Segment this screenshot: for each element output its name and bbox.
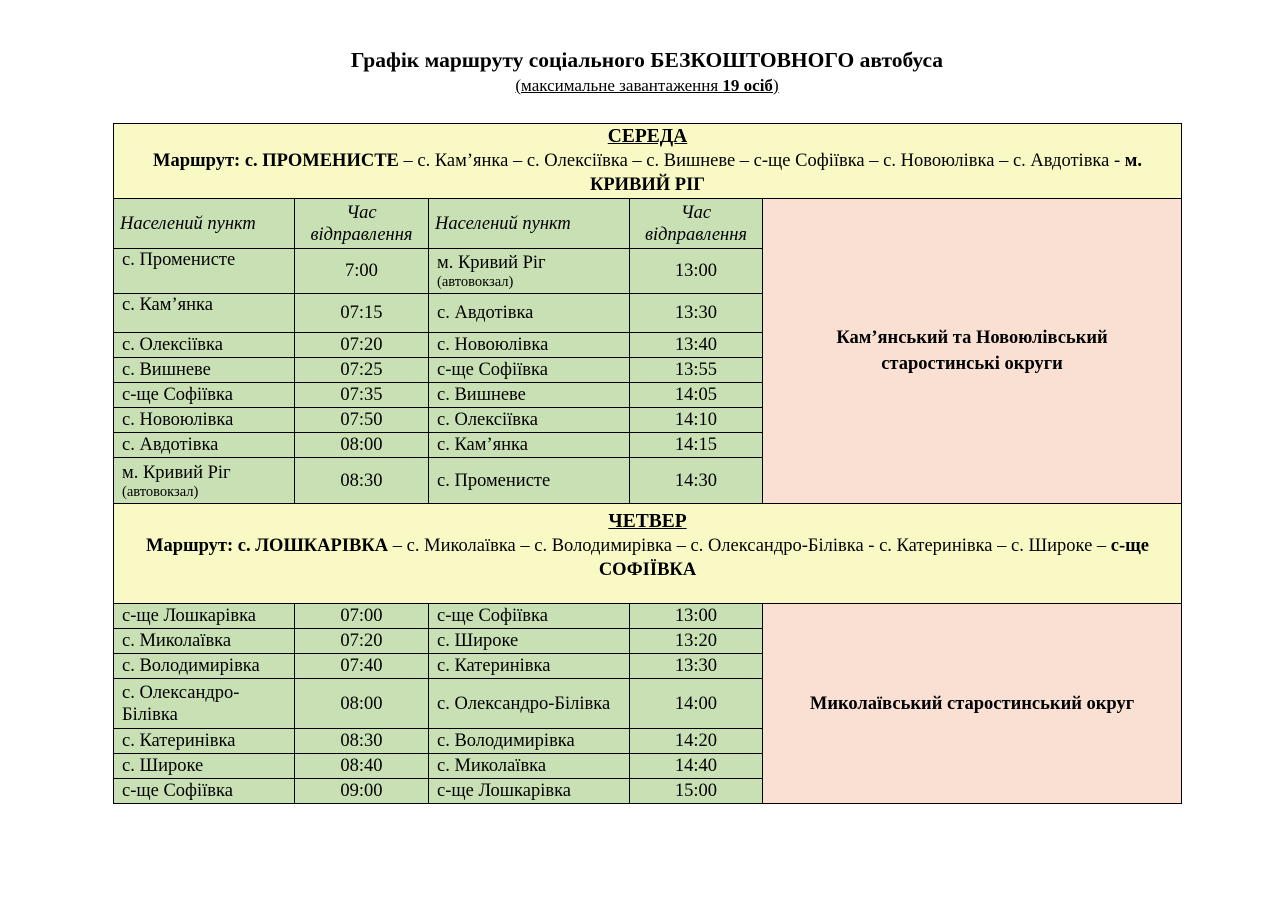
return-place-text: с. Широке [437, 631, 519, 651]
depart-time [295, 294, 429, 333]
depart-time [295, 679, 429, 729]
return-place-text: с. Олексіївка [437, 410, 538, 430]
depart-place [114, 458, 295, 504]
depart-time-text: 07:35 [340, 385, 383, 405]
depart-time-text: 08:00 [340, 435, 383, 455]
return-place-text: с. Променисте [437, 470, 551, 491]
return-time-text: 15:00 [674, 781, 718, 801]
depart-place-text: с. Катеринівка [122, 731, 236, 751]
depart-time-text: 08:40 [340, 756, 383, 776]
return-place-note: (автовокзал) [437, 274, 514, 290]
column-header-row [114, 199, 1182, 249]
return-time-text: 14:05 [674, 385, 718, 405]
return-time [630, 629, 763, 654]
subtitle-suffix: ) [772, 76, 779, 95]
return-place [429, 358, 630, 383]
depart-place [114, 654, 295, 679]
return-time [630, 333, 763, 358]
return-place-text: с. Авдотівка [437, 303, 534, 323]
depart-place-text: с-ще Лошкарівка [122, 606, 256, 626]
return-place-text: с. Кам’янка [437, 435, 528, 455]
return-time [630, 679, 763, 729]
depart-time-text: 07:00 [340, 606, 383, 626]
return-time-text: 13:30 [674, 303, 718, 323]
return-time-text: 13:00 [674, 261, 718, 281]
return-place [429, 249, 630, 294]
return-time [630, 358, 763, 383]
depart-time [295, 654, 429, 679]
depart-place [114, 729, 295, 754]
thursday-district-label: Миколаївський старостинський округ [809, 693, 1135, 714]
depart-place [114, 358, 295, 383]
wednesday-route-stops: – с. Кам’янка – с. Олексіївка – с. Вишневе – с-ще Софіївка – с. Новоюлівка – с. Авдотівка - [398, 151, 1125, 171]
thursday-district [763, 604, 1182, 804]
depart-time-text: 08:30 [340, 470, 383, 491]
schedule-table [113, 123, 1182, 804]
depart-time-text: 07:40 [340, 656, 383, 676]
return-place [429, 754, 630, 779]
wednesday-route [153, 151, 1142, 195]
depart-time [295, 333, 429, 358]
depart-place-text: с. Авдотівка [122, 435, 219, 455]
depart-time-text: 07:20 [340, 631, 383, 651]
depart-time [295, 458, 429, 504]
thursday-route-end: с-ще СОФІЇВКА [598, 535, 1149, 580]
depart-time [295, 408, 429, 433]
return-place-text: с-ще Софіївка [437, 360, 548, 380]
return-time [630, 249, 763, 294]
depart-time-text: 07:25 [340, 360, 383, 380]
return-place [429, 604, 630, 629]
depart-place-text: м. Кривий Ріг [122, 462, 231, 483]
page-subtitle [0, 75, 1280, 97]
col-header-time-return: Час відправлення [630, 199, 763, 249]
return-time-text: 14:10 [674, 410, 718, 430]
thursday-route-start: Маршрут: с. ЛОШКАРІВКА [146, 535, 389, 556]
wednesday-route-start: Маршрут: с. ПРОМЕНИСТЕ [153, 151, 399, 171]
wednesday-district-label: Кам’янський та Новоюлівський старостинські округи [836, 328, 1108, 374]
return-place [429, 729, 630, 754]
return-time [630, 754, 763, 779]
depart-place [114, 629, 295, 654]
depart-place-text: с. Вишневе [122, 360, 211, 380]
return-time-text: 14:20 [674, 731, 718, 751]
wednesday-header [114, 124, 1182, 199]
depart-place-note: (автовокзал) [122, 483, 199, 500]
depart-time-text: 08:00 [340, 693, 383, 714]
wednesday-district [763, 199, 1182, 504]
return-place [429, 654, 630, 679]
depart-time [295, 604, 429, 629]
return-place [429, 629, 630, 654]
wednesday-header-row [114, 124, 1182, 199]
return-time [630, 779, 763, 804]
return-place [429, 779, 630, 804]
col-header-place-depart: Населений пункт [114, 199, 295, 249]
return-time-text: 14:00 [674, 693, 718, 714]
depart-place [114, 433, 295, 458]
thursday-day-name: ЧЕТВЕР [608, 510, 687, 532]
depart-time [295, 779, 429, 804]
depart-time-text: 7:00 [345, 261, 378, 281]
subtitle-capacity: 19 осіб [722, 76, 773, 95]
return-time [630, 383, 763, 408]
depart-time [295, 383, 429, 408]
col-header-place-return: Населений пункт [429, 199, 630, 249]
return-place-text: с-ще Софіївка [437, 606, 548, 626]
depart-place-text: с. Олексіївка [122, 335, 223, 355]
depart-place [114, 679, 295, 729]
wednesday-day-name: СЕРЕДА [607, 126, 688, 147]
return-time-text: 14:15 [674, 435, 718, 455]
return-place-text: с. Володимирівка [437, 731, 575, 751]
return-place [429, 679, 630, 729]
depart-time [295, 358, 429, 383]
return-place [429, 383, 630, 408]
return-place-text: с-ще Лошкарівка [437, 781, 571, 801]
thursday-route-stops: – с. Миколаївка – с. Володимирівка – с. Олександро-Білівка - с. Катеринівка – с. Широке – [388, 535, 1111, 556]
return-place-text: с. Олександро-Білівка [437, 693, 611, 714]
return-time [630, 433, 763, 458]
return-time-text: 13:55 [674, 360, 718, 380]
depart-time [295, 629, 429, 654]
return-time [630, 604, 763, 629]
return-place-text: с. Вишневе [437, 385, 526, 405]
depart-place-text: с. Олександро-Білівка [122, 682, 240, 725]
depart-place [114, 333, 295, 358]
depart-place-text: с. Широке [122, 756, 204, 776]
depart-time-text: 08:30 [340, 731, 383, 751]
depart-place [114, 249, 295, 294]
return-place-text: с. Катеринівка [437, 656, 551, 676]
depart-place-text: с. Кам’янка [122, 295, 213, 315]
return-place [429, 408, 630, 433]
return-place [429, 433, 630, 458]
depart-time [295, 249, 429, 294]
page-title: Графік маршруту соціального БЕЗКОШТОВНОГО автобуса [350, 48, 944, 72]
depart-time-text: 07:20 [340, 335, 383, 355]
depart-place [114, 604, 295, 629]
thursday-header [114, 504, 1182, 604]
depart-place-text: с. Новоюлівка [122, 410, 234, 430]
return-place-text: с. Новоюлівка [437, 335, 549, 355]
return-time [630, 729, 763, 754]
return-time [630, 408, 763, 433]
depart-time [295, 754, 429, 779]
depart-time-text: 07:15 [340, 303, 383, 323]
subtitle-prefix: (максимальне завантаження [515, 76, 723, 95]
return-time-text: 13:30 [674, 656, 718, 676]
return-place [429, 294, 630, 333]
return-time-text: 13:20 [674, 631, 718, 651]
return-place-text: с. Миколаївка [437, 756, 547, 776]
depart-place [114, 383, 295, 408]
return-place [429, 333, 630, 358]
depart-place [114, 754, 295, 779]
table-row [114, 604, 1182, 629]
return-time [630, 654, 763, 679]
depart-place [114, 294, 295, 333]
return-time-text: 14:40 [674, 756, 718, 776]
depart-place-text: с. Володимирівка [122, 656, 260, 676]
wednesday-route-end: м. КРИВИЙ РІГ [589, 151, 1142, 195]
return-time [630, 458, 763, 504]
col-header-time-depart: Час відправлення [295, 199, 429, 249]
depart-place [114, 779, 295, 804]
return-place-text: м. Кривий Ріг [437, 253, 546, 273]
return-time-text: 13:40 [674, 335, 718, 355]
depart-time [295, 433, 429, 458]
depart-time-text: 09:00 [340, 781, 383, 801]
return-place [429, 458, 630, 504]
depart-time-text: 07:50 [340, 410, 383, 430]
depart-place-text: с. Миколаївка [122, 631, 232, 651]
thursday-route [146, 536, 1149, 580]
depart-place-text: с. Променисте [122, 250, 236, 270]
depart-time [295, 729, 429, 754]
depart-place-text: с-ще Софіївка [122, 385, 233, 405]
depart-place-text: с-ще Софіївка [122, 781, 233, 801]
depart-place [114, 408, 295, 433]
return-time [630, 294, 763, 333]
return-time-text: 13:00 [674, 606, 718, 626]
thursday-header-row [114, 504, 1182, 604]
return-time-text: 14:30 [674, 470, 718, 491]
